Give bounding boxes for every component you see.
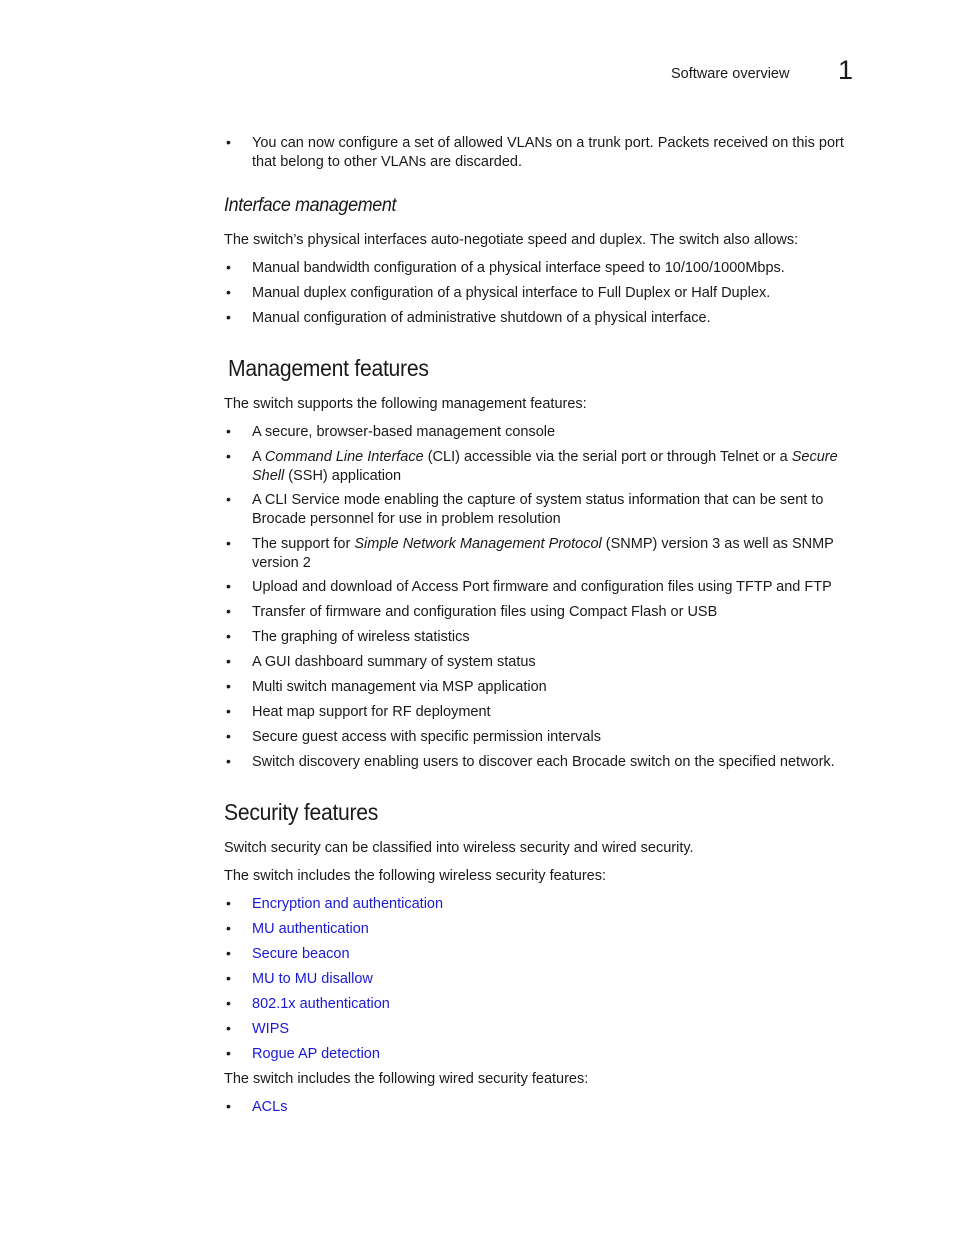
list-item <box>252 448 857 486</box>
bullet-icon: • <box>226 309 231 325</box>
list-item-text: that belong to other VLANs are discarded. <box>252 154 523 170</box>
list-item-text: (SSH) application <box>284 468 402 484</box>
link-secure-beacon[interactable]: Secure beacon <box>252 946 350 962</box>
link-mu-to-mu-disallow[interactable]: MU to MU disallow <box>252 971 373 987</box>
security-features-heading: Security features <box>224 799 379 825</box>
bullet-icon: • <box>226 995 231 1011</box>
bullet-icon: • <box>226 728 231 744</box>
list-item <box>252 535 857 573</box>
bullet-icon: • <box>226 578 231 594</box>
emphasis-text: Secure <box>791 449 838 465</box>
chapter-number: 1 <box>838 55 854 85</box>
bullet-icon: • <box>226 448 231 464</box>
security-intro: Switch security can be classified into wireless security and wired security. <box>224 840 694 856</box>
bullet-icon: • <box>226 920 231 936</box>
link-8021x-authentication[interactable]: 802.1x authentication <box>252 996 390 1012</box>
list-item: Upload and download of Access Port firmware and configuration files using TFTP and FTP <box>252 579 832 595</box>
bullet-icon: • <box>226 703 231 719</box>
bullet-icon: • <box>226 945 231 961</box>
bullet-icon: • <box>226 491 231 507</box>
list-item-text: version 2 <box>252 555 311 571</box>
wireless-intro: The switch includes the following wireless security features: <box>224 868 606 884</box>
list-item: Manual bandwidth configuration of a physical interface speed to 10/100/1000Mbps. <box>252 260 785 276</box>
list-item: A secure, browser-based management console <box>252 424 556 440</box>
bullet-icon: • <box>226 753 231 769</box>
management-features-heading: Management features <box>228 355 429 381</box>
emphasis-text: Shell <box>252 468 285 484</box>
link-rogue-ap-detection[interactable]: Rogue AP detection <box>252 1046 380 1062</box>
list-item: The graphing of wireless statistics <box>252 629 470 645</box>
bullet-icon: • <box>226 603 231 619</box>
bullet-icon: • <box>226 259 231 275</box>
bullet-icon: • <box>226 423 231 439</box>
list-item-text: You can now configure a set of allowed VLANs on a trunk port. Packets received on this port <box>252 135 844 151</box>
bullet-icon: • <box>226 535 231 551</box>
list-item: Switch discovery enabling users to discover each Brocade switch on the specified network. <box>252 754 835 770</box>
list-item-text: Brocade personnel for use in problem resolution <box>252 511 561 527</box>
management-intro: The switch supports the following management features: <box>224 396 587 412</box>
bullet-icon: • <box>226 678 231 694</box>
list-item: Secure guest access with specific permission intervals <box>252 729 601 745</box>
interface-management-heading: Interface management <box>224 194 397 216</box>
list-item: Manual configuration of administrative shutdown of a physical interface. <box>252 310 711 326</box>
bullet-icon: • <box>226 628 231 644</box>
list-item: Multi switch management via MSP application <box>252 679 547 695</box>
link-wips[interactable]: WIPS <box>252 1021 290 1037</box>
link-mu-authentication[interactable]: MU authentication <box>252 921 369 937</box>
emphasis-text: Command Line Interface <box>264 449 424 465</box>
interface-intro: The switch’s physical interfaces auto-negotiate speed and duplex. The switch also allows: <box>224 232 799 248</box>
list-item <box>252 134 857 172</box>
list-item-text: The support for <box>252 536 355 552</box>
list-item-text: (SNMP) version 3 as well as SNMP <box>601 536 834 552</box>
bullet-icon: • <box>226 284 231 300</box>
bullet-icon: • <box>226 970 231 986</box>
bullet-icon: • <box>226 895 231 911</box>
list-item-text: A <box>252 449 265 465</box>
list-item <box>252 491 857 529</box>
link-encryption-authentication[interactable]: Encryption and authentication <box>252 896 444 912</box>
bullet-icon: • <box>226 1020 231 1036</box>
bullet-icon: • <box>226 1098 231 1114</box>
list-item: Heat map support for RF deployment <box>252 704 491 720</box>
list-item-text: (CLI) accessible via the serial port or through Telnet or a <box>423 449 792 465</box>
emphasis-text: Simple Network Management Protocol <box>354 536 602 552</box>
list-item-text: A CLI Service mode enabling the capture of system status information that can be sent to <box>252 492 824 508</box>
list-item: A GUI dashboard summary of system status <box>252 654 536 670</box>
link-acls[interactable]: ACLs <box>252 1099 288 1115</box>
list-item: Transfer of firmware and configuration files using Compact Flash or USB <box>252 604 718 620</box>
running-header-title: Software overview <box>671 66 790 82</box>
bullet-icon: • <box>226 1045 231 1061</box>
list-item: Manual duplex configuration of a physical interface to Full Duplex or Half Duplex. <box>252 285 771 301</box>
bullet-icon: • <box>226 134 231 150</box>
bullet-icon: • <box>226 653 231 669</box>
wired-intro: The switch includes the following wired security features: <box>224 1071 589 1087</box>
